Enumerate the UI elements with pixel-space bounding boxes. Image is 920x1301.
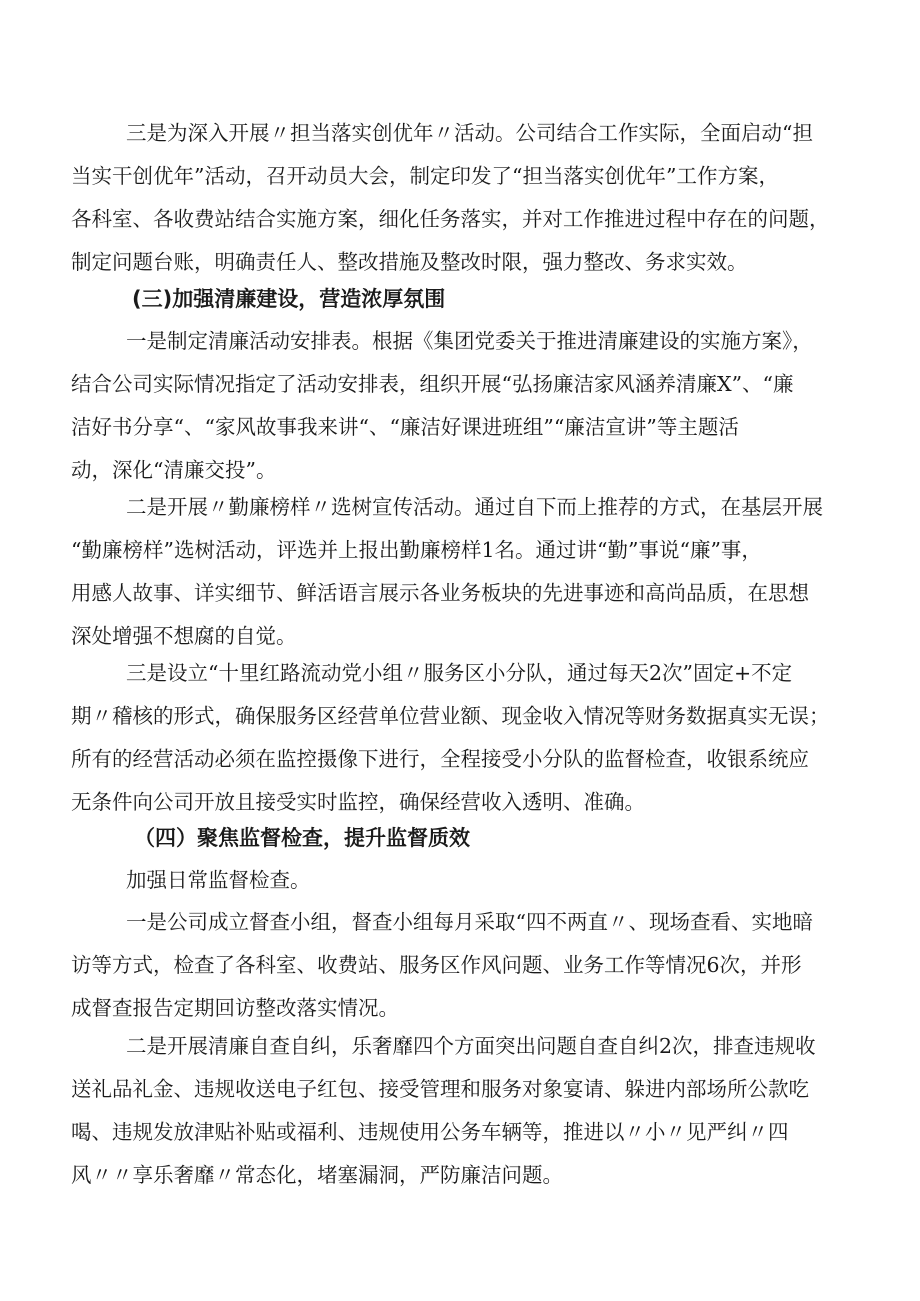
text-line: 三是为深入开展〃担当落实创优年〃活动。公司结合工作实际，全面启动“担	[126, 121, 813, 145]
text-line: 期〃稽核的形式，确保服务区经营单位营业额、现金收入情况等财务数据真实无误；	[71, 704, 830, 728]
text-line: 二是开展〃勤廉榜样〃选树宣传活动。通过自下而上推荐的方式，在基层开展	[126, 495, 823, 519]
text-line: 一是公司成立督查小组，督查小组每月采取“四不两直〃、现场查看、实地暗	[126, 910, 813, 934]
text-line: 风〃〃享乐奢靡〃常态化，堵塞漏洞，严防廉洁问题。	[71, 1163, 563, 1187]
text-line: 用感人故事、详实细节、鲜活语言展示各业务板块的先进事迹和高尚品质，在思想	[71, 581, 809, 605]
text-line: 喝、违规发放津贴补贴或福利、违规使用公务车辆等，推进以〃小〃见严纠〃四	[71, 1120, 789, 1144]
text-line: 访等方式，检查了各科室、收费站、服务区作风问题、业务工作等情况6次，并形	[71, 953, 802, 977]
text-line: 所有的经营活动必须在监控摄像下进行，全程接受小分队的监督检查，收银系统应	[71, 747, 809, 771]
text-line: 二是开展清廉自查自纠，乐奢靡四个方面突出问题自查自纠2次，排查违规收	[126, 1034, 816, 1058]
text-line: 无条件向公司开放且接受实时监控，确保经营收入透明、准确。	[71, 790, 645, 814]
section-heading-3: (三)加强清廉建设，营造浓厚氛围	[132, 287, 446, 311]
text-line: 制定问题台账，明确责任人、整改措施及整改时限，强力整改、务求实效。	[71, 250, 748, 274]
text-line: 加强日常监督检查。	[126, 868, 311, 892]
text-line: 深处增强不想腐的自觉。	[71, 624, 297, 648]
text-line: 各科室、各收费站结合实施方案，细化任务落实，并对工作推进过程中存在的问题，	[71, 207, 830, 231]
text-line: 一是制定清廉活动安排表。根据《集团党委关于推进清廉建设的实施方案》，	[126, 329, 813, 353]
text-line: 当实干创优年”活动，召开动员大会，制定印发了“担当落实创优年”工作方案，	[71, 164, 779, 188]
text-line: 动，深化“清廉交投”。	[71, 458, 277, 482]
text-line: 三是设立“十里红路流动党小组〃服务区小分队，通过每天2次”固定+不定	[126, 661, 793, 685]
text-line: 结合公司实际情况指定了活动安排表，组织开展“弘扬廉洁家风涵养清廉X”、“廉	[71, 372, 794, 396]
text-line: 成督查报告定期回访整改落实情况。	[71, 996, 399, 1020]
text-line: 送礼品礼金、违规收送电子红包、接受管理和服务对象宴请、躲进内部场所公款吃	[71, 1077, 809, 1101]
section-heading-4: （四）聚焦监督检查，提升监督质效	[134, 826, 470, 850]
text-line: “勤廉榜样”选树活动，评选并上报出勤廉榜样1名。通过讲“勤”事说“廉”事，	[71, 538, 762, 562]
text-line: 洁好书分享“、“家风故事我来讲“、“廉洁好课进班组”“廉洁宣讲”等主题活	[71, 415, 739, 439]
